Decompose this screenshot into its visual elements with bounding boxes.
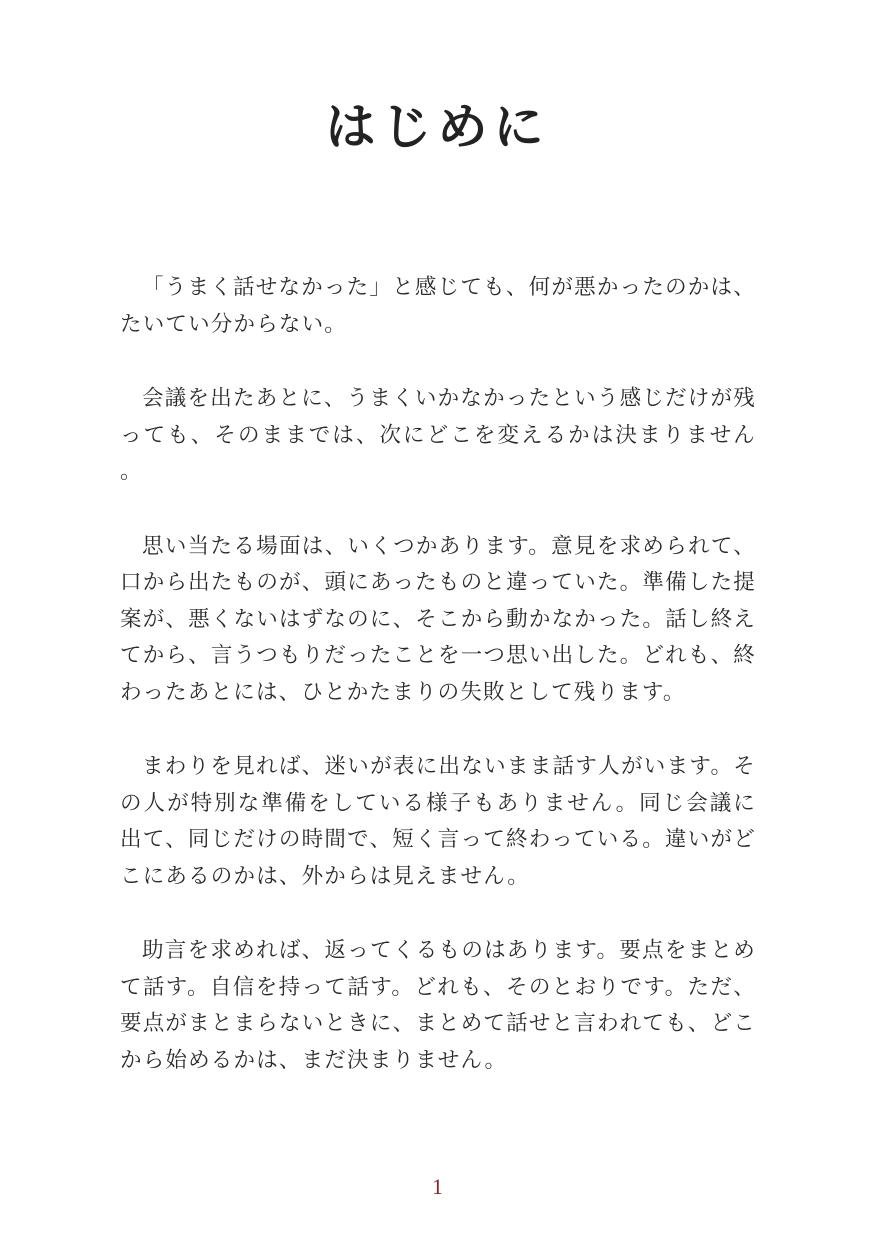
body-text <box>120 270 756 1117</box>
paragraph-4: まわりを見れば、迷いが表に出ないまま話す人がいます。その人が特別な準備をしている様子もありません。同じ会議に出て、同じだけの時間で、短く言って終わっている。違いがどこにあるのかは、外からは見えません。 <box>120 754 756 889</box>
page-title: はじめに <box>325 97 550 156</box>
paragraph-3: 思い当たる場面は、いくつかあります。意見を求められて、口から出たものが、頭にあったものと違っていた。準備した提案が、悪くないはずなのに、そこから動かなかった。話し終えてから、言うつもりだったことを一つ思い出した。どれも、終わったあとには、ひとかたまりの失敗として残ります。 <box>120 533 756 705</box>
page-number: 1 <box>432 1174 443 1199</box>
paragraph-2: 会議を出たあとに、うまくいかなかったという感じだけが残っても、そのままでは、次にどこを変えるかは決まりません。 <box>120 386 756 484</box>
paragraph-1: 「うまく話せなかった」と感じても、何が悪かったのかは、たいてい分からない。 <box>120 275 756 337</box>
paragraph-5: 助言を求めれば、返ってくるものはあります。要点をまとめて話す。自信を持って話す。どれも、そのとおりです。ただ、要点がまとまらないときに、まとめて話せと言われても、どこから始めるかは、まだ決まりません。 <box>120 938 756 1073</box>
